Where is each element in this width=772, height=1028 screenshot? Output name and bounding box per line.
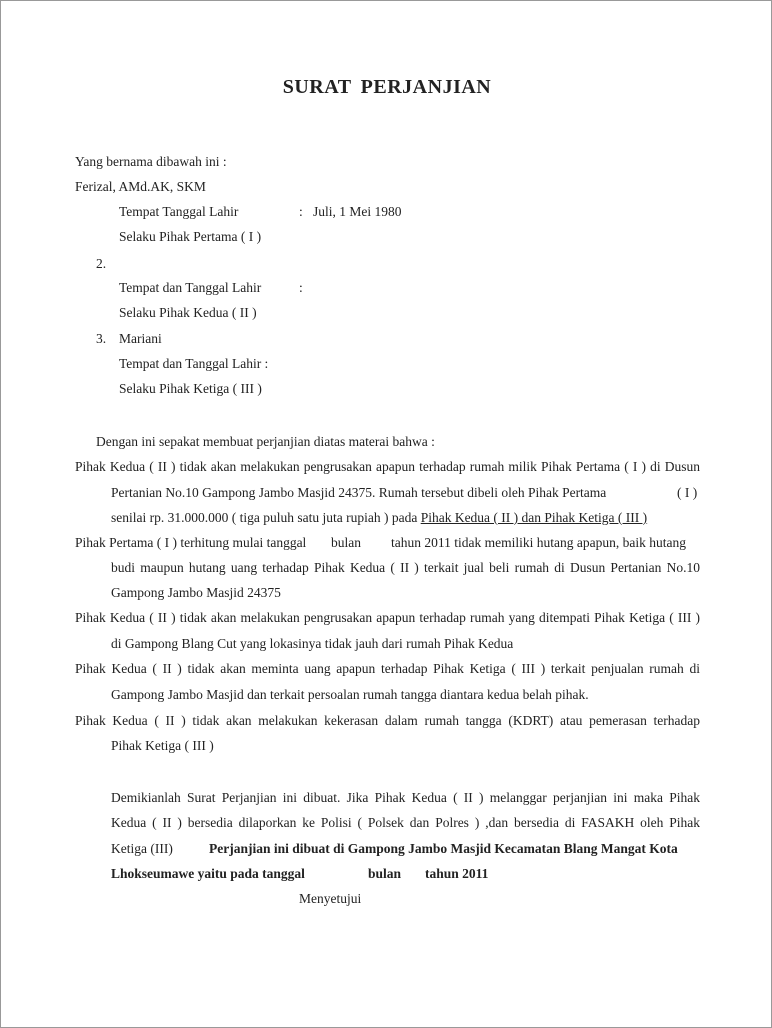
- approval-label: Menyetujui: [299, 891, 362, 906]
- clause2-line2: budi maupun hutang uang terhadap Pihak Kedua ( II ) terkait jual beli rumah di Dusun Pertanian No.10: [111, 560, 700, 575]
- clause2-line3: Gampong Jambo Masjid 24375: [111, 585, 281, 600]
- clause4-line1: Pihak Kedua ( II ) tidak akan meminta uang apapun terhadap Pihak Ketiga ( III ) terkait penjualan rumah di: [75, 661, 700, 676]
- party1-birth-value: Juli, 1 Mei 1980: [313, 204, 402, 219]
- party3-name: Mariani: [119, 331, 162, 346]
- party3-birth-label: Tempat dan Tanggal Lahir :: [119, 356, 269, 371]
- clause1-line3: [111, 509, 647, 527]
- party2-number: 2.: [96, 256, 107, 271]
- clause5-line2: Pihak Ketiga ( III ): [111, 738, 214, 753]
- clause3-line1: Pihak Kedua ( II ) tidak akan melakukan pengrusakan apapun terhadap rumah yang ditempati Pihak Ketiga ( III ): [75, 610, 700, 625]
- clause4-line2: Gampong Jambo Masjid dan terkait persoalan rumah tangga diantara kedua belah pihak.: [111, 687, 589, 702]
- party1-name: Ferizal, AMd.AK, SKM: [75, 179, 206, 194]
- clause2-line1-month: bulan: [331, 535, 361, 550]
- closing-line4-year: tahun 2011: [425, 866, 489, 881]
- clause3-line2: di Gampong Blang Cut yang lokasinya tidak jauh dari rumah Pihak Kedua: [111, 636, 514, 651]
- party3-role: Selaku Pihak Ketiga ( III ): [119, 381, 262, 396]
- closing-line3-bold: Perjanjian ini dibuat di Gampong Jambo Masjid Kecamatan Blang Mangat Kota: [209, 841, 678, 856]
- clause1-line3-parties: Pihak Kedua ( II ) dan Pihak Ketiga ( III ): [420, 510, 648, 525]
- agreement-intro: Dengan ini sepakat membuat perjanjian diatas materai bahwa :: [96, 434, 435, 449]
- clause2-line1-start: Pihak Pertama ( I ) terhitung mulai tanggal: [75, 535, 307, 550]
- party2-birth-label: Tempat dan Tanggal Lahir: [119, 280, 262, 295]
- closing-line4-start: Lhokseumawe yaitu pada tanggal: [111, 866, 305, 881]
- closing-line4-month: bulan: [368, 866, 402, 881]
- party3-number: 3.: [96, 331, 107, 346]
- party1-birth-separator: :: [299, 204, 303, 219]
- closing-line3-start: Ketiga (III): [111, 841, 173, 856]
- party1-birth-label: Tempat Tanggal Lahir: [119, 204, 239, 219]
- intro-text: Yang bernama dibawah ini :: [75, 154, 227, 169]
- clause5-line1: Pihak Kedua ( II ) tidak akan melakukan kekerasan dalam rumah tangga (KDRT) atau pemerasan terhadap: [75, 713, 700, 728]
- document-title: SURAT PERJANJIAN: [282, 76, 492, 98]
- clause1-line2-party: ( I ): [677, 485, 698, 500]
- clause1-line3-text: senilai rp. 31.000.000 ( tiga puluh satu juta rupiah ) pada: [111, 510, 421, 525]
- party2-birth-separator: :: [299, 280, 303, 295]
- clause1-line2: Pertanian No.10 Gampong Jambo Masjid 24375. Rumah tersebut dibeli oleh Pihak Pertama: [111, 485, 607, 500]
- party2-role: Selaku Pihak Kedua ( II ): [119, 305, 257, 320]
- closing-line2: Kedua ( II ) bersedia dilaporkan ke Polisi ( Polsek dan Polres ) ,dan bersedia di FASAKH oleh Pihak: [111, 815, 700, 830]
- clause1-line1: Pihak Kedua ( II ) tidak akan melakukan pengrusakan apapun terhadap rumah milik Pihak Pertama ( I ) di Dusun: [75, 459, 700, 474]
- clause2-line1-end: tahun 2011 tidak memiliki hutang apapun, baik hutang: [391, 535, 686, 550]
- party1-role: Selaku Pihak Pertama ( I ): [119, 229, 262, 244]
- closing-line1: Demikianlah Surat Perjanjian ini dibuat. Jika Pihak Kedua ( II ) melanggar perjanjian ini maka Pihak: [111, 790, 700, 805]
